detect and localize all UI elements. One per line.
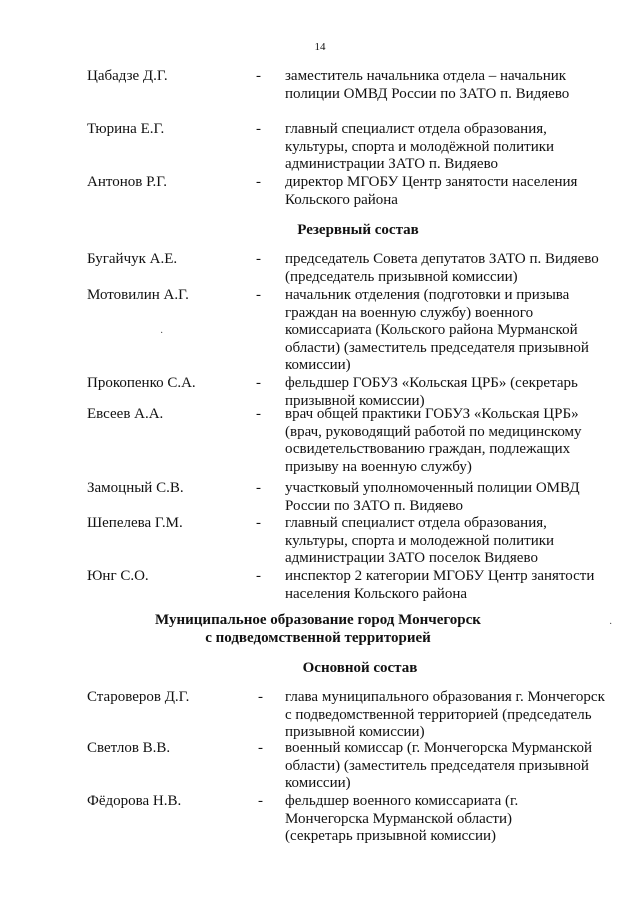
dash-separator: -: [256, 121, 261, 137]
member-name: Шепелева Г.М.: [87, 515, 183, 531]
member-row: [0, 689, 640, 740]
member-row: [0, 793, 640, 847]
member-role: главный специалист отдела образования, культуры, спорта и молодежной политики администрации ЗАТО поселок Видяево: [285, 515, 555, 567]
section-heading-main: Основной состав: [302, 660, 418, 676]
members-list-continued: [0, 68, 640, 210]
member-role: председатель Совета депутатов ЗАТО п. Видяево (председатель призывной комиссии): [285, 251, 599, 285]
member-name: Светлов В.В.: [87, 740, 171, 756]
member-role: врач общей практики ГОБУЗ «Кольская ЦРБ» (врач, руководящий работой по медицинскому освидетельствованию граждан, подлежащих призыву на военную службу): [285, 406, 582, 475]
main-members-list: [0, 689, 640, 847]
member-role: главный специалист отдела образования, культуры, спорта и молодёжной политики администрации ЗАТО п. Видяево: [285, 121, 555, 173]
member-row: [0, 251, 640, 287]
member-row: [0, 406, 640, 480]
dash-separator: -: [256, 375, 261, 391]
scan-speck: ·: [609, 619, 613, 630]
member-role: глава муниципального образования г. Мончегорск с подведомственной территорией (председатель призывной комиссии): [285, 689, 605, 741]
member-row: [0, 68, 640, 121]
municipality-heading-line1: Муниципальное образование город Мончегорск: [155, 612, 481, 628]
member-name: Прокопенко С.А.: [87, 375, 196, 391]
member-name: Фёдорова Н.В.: [87, 793, 182, 809]
section-heading-reserve: Резервный состав: [297, 222, 419, 238]
member-role: заместитель начальника отдела – начальник полиции ОМВД России по ЗАТО п. Видяево: [285, 68, 570, 102]
page-number: 14: [314, 41, 326, 53]
dash-separator: -: [256, 406, 261, 422]
member-name: Цабадзе Д.Г.: [87, 68, 168, 84]
dash-separator: -: [256, 251, 261, 267]
member-row: [0, 740, 640, 793]
dash-separator: -: [256, 68, 261, 84]
member-name: Евсеев А.А.: [87, 406, 164, 422]
dash-separator: -: [256, 480, 261, 496]
member-row: [0, 287, 640, 375]
dash-separator: -: [258, 793, 263, 809]
dash-separator: -: [256, 287, 261, 303]
dash-separator: -: [256, 515, 261, 531]
member-name: Мотовилин А.Г.: [87, 287, 189, 303]
member-row: [0, 375, 640, 409]
dash-separator: -: [256, 568, 261, 584]
member-role: военный комиссар (г. Мончегорска Мурманской области) (заместитель председателя призывной комиссии): [285, 740, 592, 792]
member-role: фельдшер ГОБУЗ «Кольская ЦРБ» (секретарь призывной комиссии): [285, 375, 578, 409]
scan-speck: ·: [160, 328, 164, 339]
member-name: Антонов Р.Г.: [87, 174, 168, 190]
member-row: [0, 121, 640, 174]
member-role: начальник отделения (подготовки и призыва граждан на военную службу) военного комиссариата (Кольского района Мурманской области) (заместитель председателя призывной комиссии): [285, 287, 589, 374]
dash-separator: -: [256, 174, 261, 190]
dash-separator: -: [258, 740, 263, 756]
member-row: [0, 174, 640, 210]
member-role: участковый уполномоченный полиции ОМВД России по ЗАТО п. Видяево: [285, 480, 580, 514]
member-name: Юнг С.О.: [87, 568, 149, 584]
member-row: [0, 568, 640, 604]
member-row: [0, 515, 640, 568]
member-role: инспектор 2 категории МГОБУ Центр занятости населения Кольского района: [285, 568, 595, 602]
dash-separator: -: [258, 689, 263, 705]
member-role: директор МГОБУ Центр занятости населения Кольского района: [285, 174, 578, 208]
reserve-members-list: [0, 251, 640, 604]
member-role: фельдшер военного комиссариата (г. Мончегорска Мурманской области) (секретарь призывной комиссии): [285, 793, 519, 845]
municipality-heading-line2: с подведомственной территорией: [205, 630, 431, 646]
member-row: [0, 480, 640, 515]
member-name: Бугайчук А.Е.: [87, 251, 178, 267]
member-name: Тюрина Е.Г.: [87, 121, 165, 137]
member-name: Замоцный С.В.: [87, 480, 184, 496]
member-name: Староверов Д.Г.: [87, 689, 190, 705]
